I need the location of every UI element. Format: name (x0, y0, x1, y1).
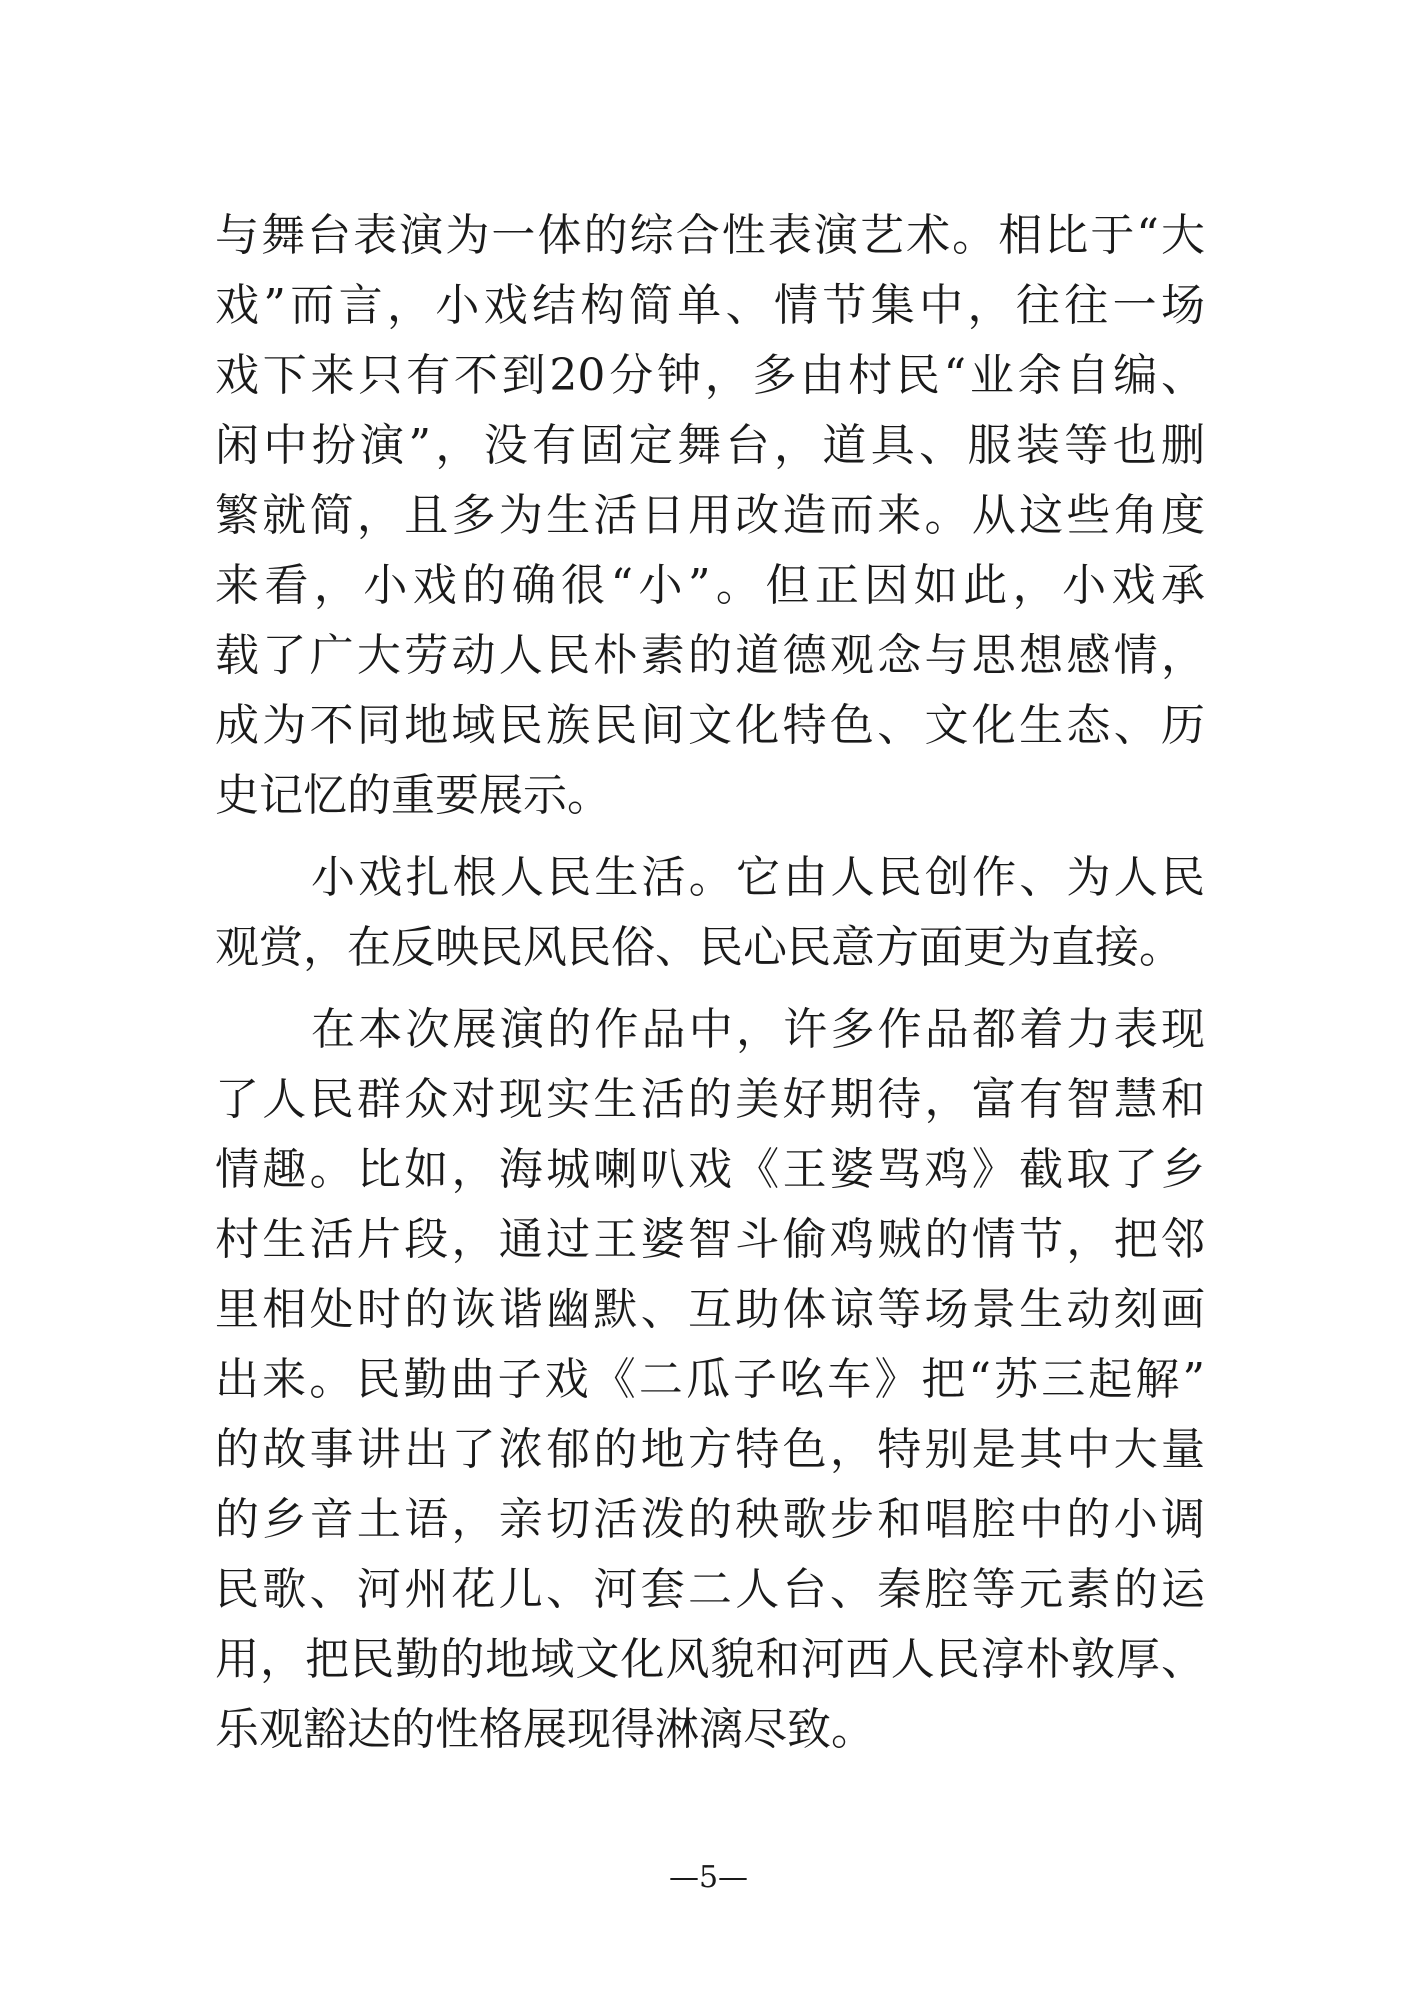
text-line: 在本次展演的作品中，许多作品都着力表现 (311, 1004, 1205, 1055)
paragraph (215, 843, 1205, 983)
text-line: 里相处时的诙谐幽默、互助体谅等场景生动刻画 (215, 1284, 1205, 1335)
text-line: 戏下来只有不到20分钟，多由村民“业余自编、 (215, 350, 1205, 401)
text-line: 情趣。比如，海城喇叭戏《王婆骂鸡》截取了乡 (215, 1144, 1205, 1195)
text-line: 用，把民勤的地域文化风貌和河西人民淳朴敦厚、 (215, 1634, 1205, 1685)
paragraph (215, 995, 1205, 1765)
paragraph (215, 201, 1205, 831)
text-line: 与舞台表演为一体的综合性表演艺术。相比于“大 (215, 210, 1205, 261)
text-line: 繁就简，且多为生活日用改造而来。从这些角度 (215, 490, 1205, 541)
text-line: 来看，小戏的确很“小”。但正因如此，小戏承 (215, 560, 1205, 611)
text-line: 史记忆的重要展示。 (215, 770, 611, 821)
document-body (215, 201, 1205, 1777)
text-line: 小戏扎根人民生活。它由人民创作、为人民 (311, 852, 1205, 903)
text-line: 成为不同地域民族民间文化特色、文化生态、历 (215, 700, 1205, 751)
text-line: 民歌、河州花儿、河套二人台、秦腔等元素的运 (215, 1564, 1205, 1615)
text-line: 村生活片段，通过王婆智斗偷鸡贼的情节，把邻 (215, 1214, 1205, 1265)
page-number: —5— (668, 1860, 749, 1895)
text-line: 的乡音土语，亲切活泼的秧歌步和唱腔中的小调 (215, 1494, 1205, 1545)
text-line: 出来。民勤曲子戏《二瓜子吆车》把“苏三起解” (215, 1354, 1205, 1405)
text-line: 的故事讲出了浓郁的地方特色，特别是其中大量 (215, 1424, 1205, 1475)
text-line: 戏”而言，小戏结构简单、情节集中，往往一场 (215, 280, 1205, 331)
text-line: 闲中扮演”，没有固定舞台，道具、服装等也删 (215, 420, 1205, 471)
text-line: 观赏，在反映民风民俗、民心民意方面更为直接。 (215, 922, 1183, 973)
text-line: 了人民群众对现实生活的美好期待，富有智慧和 (215, 1074, 1205, 1125)
text-line: 乐观豁达的性格展现得淋漓尽致。 (215, 1704, 875, 1755)
text-line: 载了广大劳动人民朴素的道德观念与思想感情， (215, 630, 1205, 681)
